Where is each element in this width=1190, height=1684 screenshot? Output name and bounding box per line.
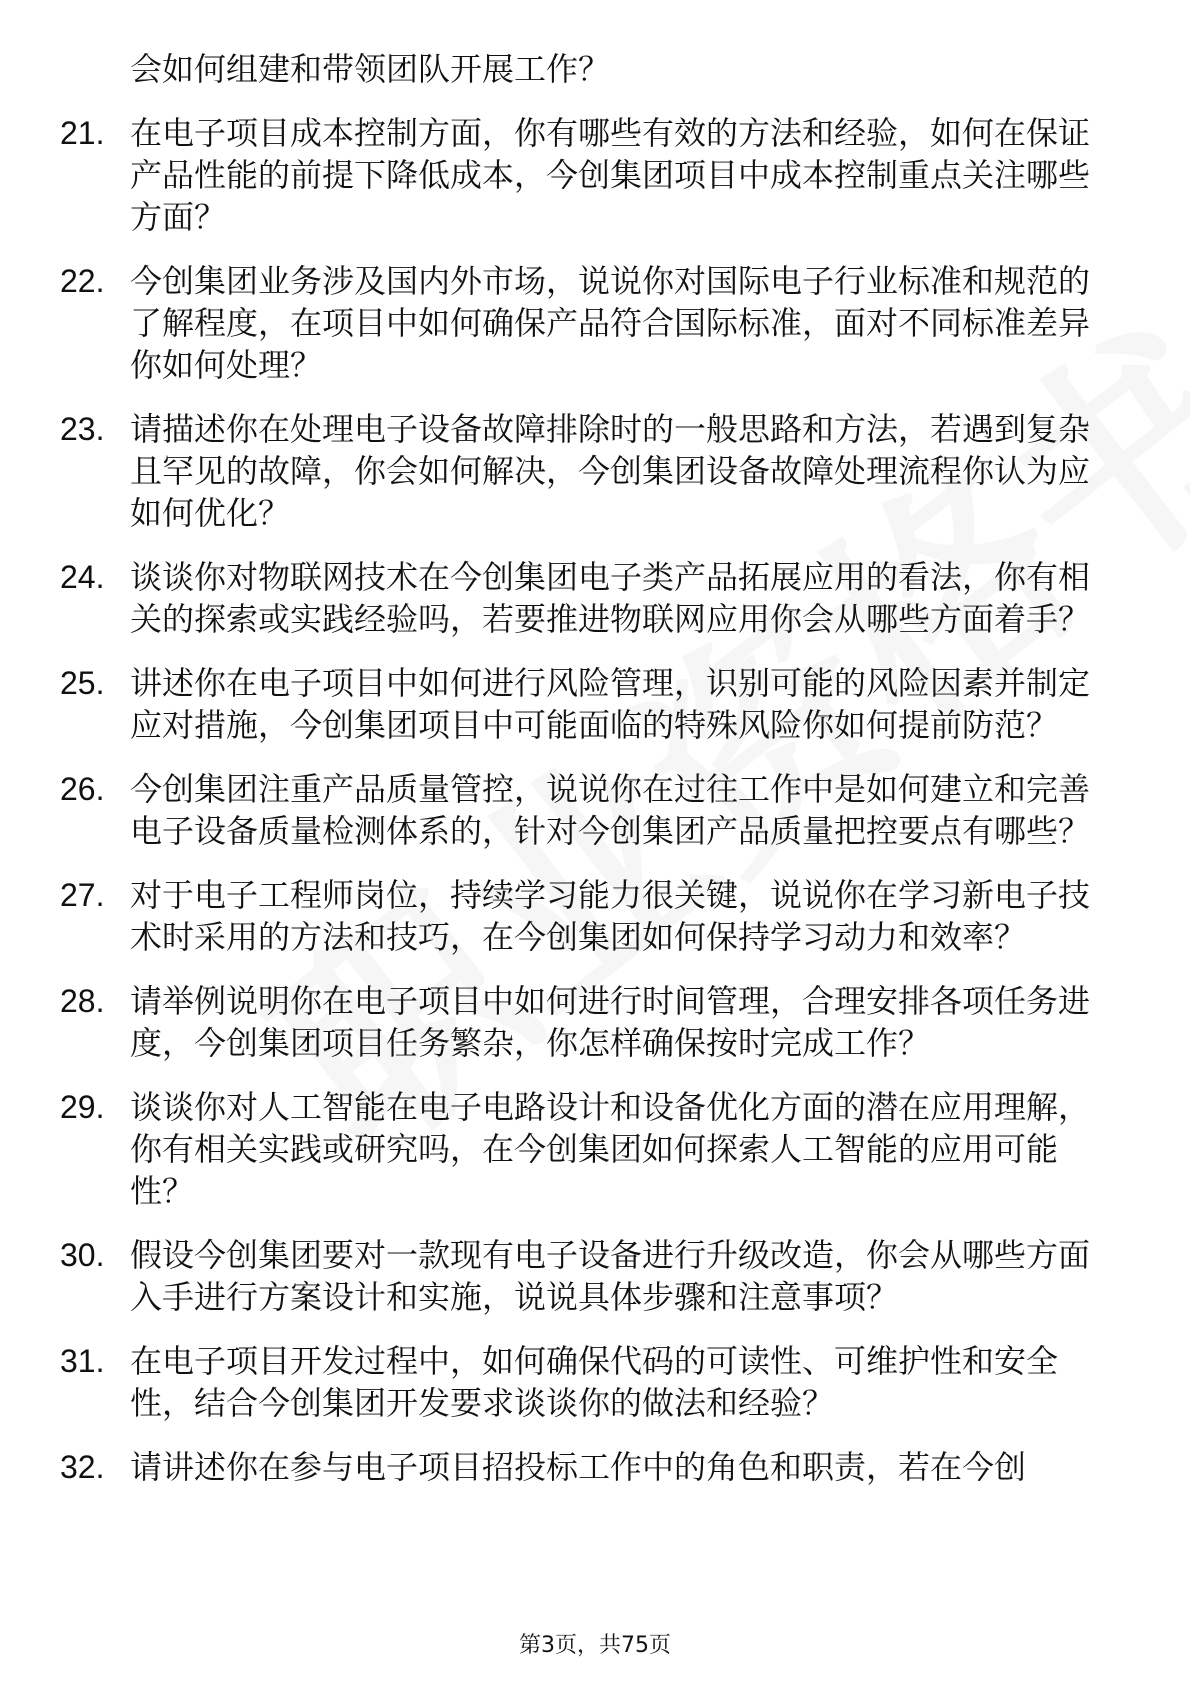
question-item: [60, 1086, 1120, 1212]
question-text: 讲述你在电子项目中如何进行风险管理，识别可能的风险因素并制定应对措施，今创集团项目中可能面临的特殊风险你如何提前防范？: [130, 664, 1091, 744]
question-item: [60, 112, 1120, 238]
page-footer: 第3页，共75页: [519, 1633, 671, 1658]
question-item: [60, 408, 1120, 534]
question-item: [60, 260, 1120, 386]
question-number: 25.: [60, 665, 105, 701]
question-number: 29.: [60, 1089, 105, 1125]
question-text: 谈谈你对人工智能在电子电路设计和设备优化方面的潜在应用理解，你有相关实践或研究吗，在今创集团如何探索人工智能的应用可能性？: [130, 1088, 1091, 1210]
question-number: 27.: [60, 877, 105, 913]
question-item: [60, 556, 1120, 640]
question-number: 32.: [60, 1449, 105, 1485]
question-text: 在电子项目成本控制方面，你有哪些有效的方法和经验，如何在保证产品性能的前提下降低成本，今创集团项目中成本控制重点关注哪些方面？: [130, 114, 1091, 236]
question-text: 假设今创集团要对一款现有电子设备进行升级改造，你会从哪些方面入手进行方案设计和实施，说说具体步骤和注意事项？: [130, 1236, 1091, 1316]
question-text: 请讲述你在参与电子项目招投标工作中的角色和职责，若在今创: [130, 1448, 1027, 1486]
question-item: [60, 980, 1120, 1064]
question-text: 今创集团业务涉及国内外市场，说说你对国际电子行业标准和规范的了解程度，在项目中如何确保产品符合国际标准，面对不同标准差异你如何处理？: [130, 262, 1091, 384]
question-number: 24.: [60, 559, 105, 595]
question-item: [60, 1340, 1120, 1424]
question-item: [60, 874, 1120, 958]
question-item: [60, 662, 1120, 746]
question-item: [60, 1234, 1120, 1318]
question-text: 请描述你在处理电子设备故障排除时的一般思路和方法，若遇到复杂且罕见的故障，你会如何解决，今创集团设备故障处理流程你认为应如何优化？: [130, 410, 1091, 532]
question-list: [60, 48, 1120, 1510]
question-number: 26.: [60, 771, 105, 807]
question-item: [60, 1446, 1120, 1488]
question-number: 22.: [60, 263, 105, 299]
question-number: 30.: [60, 1237, 105, 1273]
question-text: 对于电子工程师岗位，持续学习能力很关键，说说你在学习新电子技术时采用的方法和技巧，在今创集团如何保持学习动力和效率？: [130, 876, 1091, 956]
question-text: 请举例说明你在电子项目中如何进行时间管理，合理安排各项任务进度，今创集团项目任务繁杂，你怎样确保按时完成工作？: [130, 982, 1091, 1062]
question-text: 谈谈你对物联网技术在今创集团电子类产品拓展应用的看法，你有相关的探索或实践经验吗，若要推进物联网应用你会从哪些方面着手？: [130, 558, 1091, 638]
question-item: [60, 768, 1120, 852]
question-text: 今创集团注重产品质量管控，说说你在过往工作中是如何建立和完善电子设备质量检测体系的，针对今创集团产品质量把控要点有哪些？: [130, 770, 1091, 850]
question-text: 在电子项目开发过程中，如何确保代码的可读性、可维护性和安全性，结合今创集团开发要求谈谈你的做法和经验？: [130, 1342, 1059, 1422]
question-number: 23.: [60, 411, 105, 447]
question-number: 21.: [60, 115, 105, 151]
question-number: 31.: [60, 1343, 105, 1379]
question-number: 28.: [60, 983, 105, 1019]
continuation-text: 会如何组建和带领团队开展工作？: [130, 50, 611, 88]
